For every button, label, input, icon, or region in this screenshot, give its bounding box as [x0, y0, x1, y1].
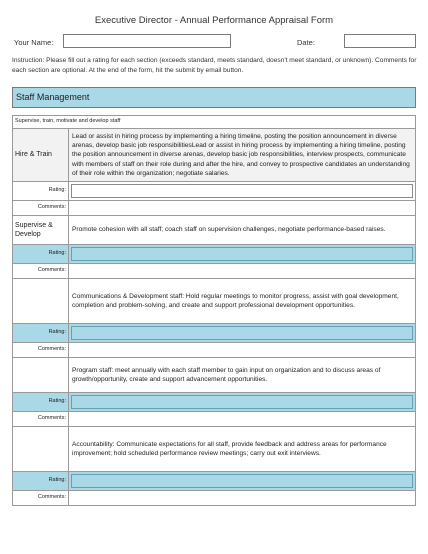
item-description: Program staff: meet annually with each staff member to gain input on organization and to discuss areas of growth/opportunity, create and support advancement opportunities.	[69, 358, 416, 393]
rating-input[interactable]	[71, 474, 413, 488]
item-description: Communications & Development staff: Hold regular meetings to monitor progress, assist with goal development, completion and problem-solving, and create and support professional development opportunities.	[69, 279, 416, 324]
rating-cell	[69, 472, 416, 491]
item-row	[13, 279, 416, 324]
item-description: Lead or assist in hiring process by implementing a hiring timeline, posting the position announcement in diverse arenas, develop basic job responsibilitiesLead or assist in hiring process by implementing a hiring timeline, posting the position announcement in diverse arenas, develop basic job responsibilities, interview prospects, communicate with members of staff on their role during and after the hire, and convey to prospective candidates an understanding of their role within the organization; negotiate salaries.	[69, 129, 416, 182]
item-row	[13, 358, 416, 393]
item-label	[13, 427, 69, 472]
comments-label: Comments:	[13, 491, 69, 506]
comments-row	[13, 343, 416, 358]
comments-row	[13, 201, 416, 216]
item-row	[13, 216, 416, 245]
date-input[interactable]	[344, 34, 416, 48]
comments-input[interactable]	[69, 412, 416, 427]
rating-cell	[69, 245, 416, 264]
item-description: Promote cohesion with all staff; coach staff on supervision challenges, negotiate performance-based raises.	[69, 216, 416, 245]
comments-row	[13, 264, 416, 279]
comments-label: Comments:	[13, 412, 69, 427]
comments-input[interactable]	[69, 264, 416, 279]
item-description: Accountability: Communicate expectations for all staff, provide feedback and address areas for performance improvement; hold scheduled performance review meetings; carry out exit interviews.	[69, 427, 416, 472]
comments-label: Comments:	[13, 343, 69, 358]
section-subtitle: Supervise, train, motivate and develop staff	[13, 116, 416, 129]
rating-cell	[69, 393, 416, 412]
rating-label: Rating:	[13, 393, 69, 412]
rating-row	[13, 182, 416, 201]
comments-row	[13, 491, 416, 506]
comments-label: Comments:	[13, 264, 69, 279]
rating-label: Rating:	[13, 472, 69, 491]
rating-row	[13, 472, 416, 491]
comments-row	[13, 412, 416, 427]
rating-row	[13, 245, 416, 264]
staff-management-table	[12, 115, 416, 506]
your-name-input[interactable]	[63, 34, 231, 48]
comments-input[interactable]	[69, 343, 416, 358]
rating-label: Rating:	[13, 182, 69, 201]
rating-cell	[69, 182, 416, 201]
item-row	[13, 427, 416, 472]
rating-cell	[69, 324, 416, 343]
item-label: Hire & Train	[13, 129, 69, 182]
rating-input[interactable]	[71, 247, 413, 261]
rating-input[interactable]	[71, 395, 413, 409]
instructions-text: Instruction: Please fill out a rating for each section (exceeds standard, meets standard, doesn't meet standard, or unknown). Comments for each section are optional. At the end of the form, hit the submit by email button.	[12, 57, 417, 74]
your-name-label: Your Name:	[14, 38, 54, 47]
comments-input[interactable]	[69, 491, 416, 506]
item-label	[13, 358, 69, 393]
date-label: Date:	[297, 38, 315, 47]
rating-input[interactable]	[71, 184, 413, 198]
item-label: Supervise & Develop	[13, 216, 69, 245]
rating-row	[13, 324, 416, 343]
comments-input[interactable]	[69, 201, 416, 216]
rating-label: Rating:	[13, 324, 69, 343]
section-header: Staff Management	[12, 87, 416, 108]
form-title: Executive Director - Annual Performance Appraisal Form	[94, 15, 334, 26]
rating-input[interactable]	[71, 326, 413, 340]
rating-label: Rating:	[13, 245, 69, 264]
section-subtitle-row	[13, 116, 416, 129]
item-label	[13, 279, 69, 324]
comments-label: Comments:	[13, 201, 69, 216]
rating-row	[13, 393, 416, 412]
item-row	[13, 129, 416, 182]
